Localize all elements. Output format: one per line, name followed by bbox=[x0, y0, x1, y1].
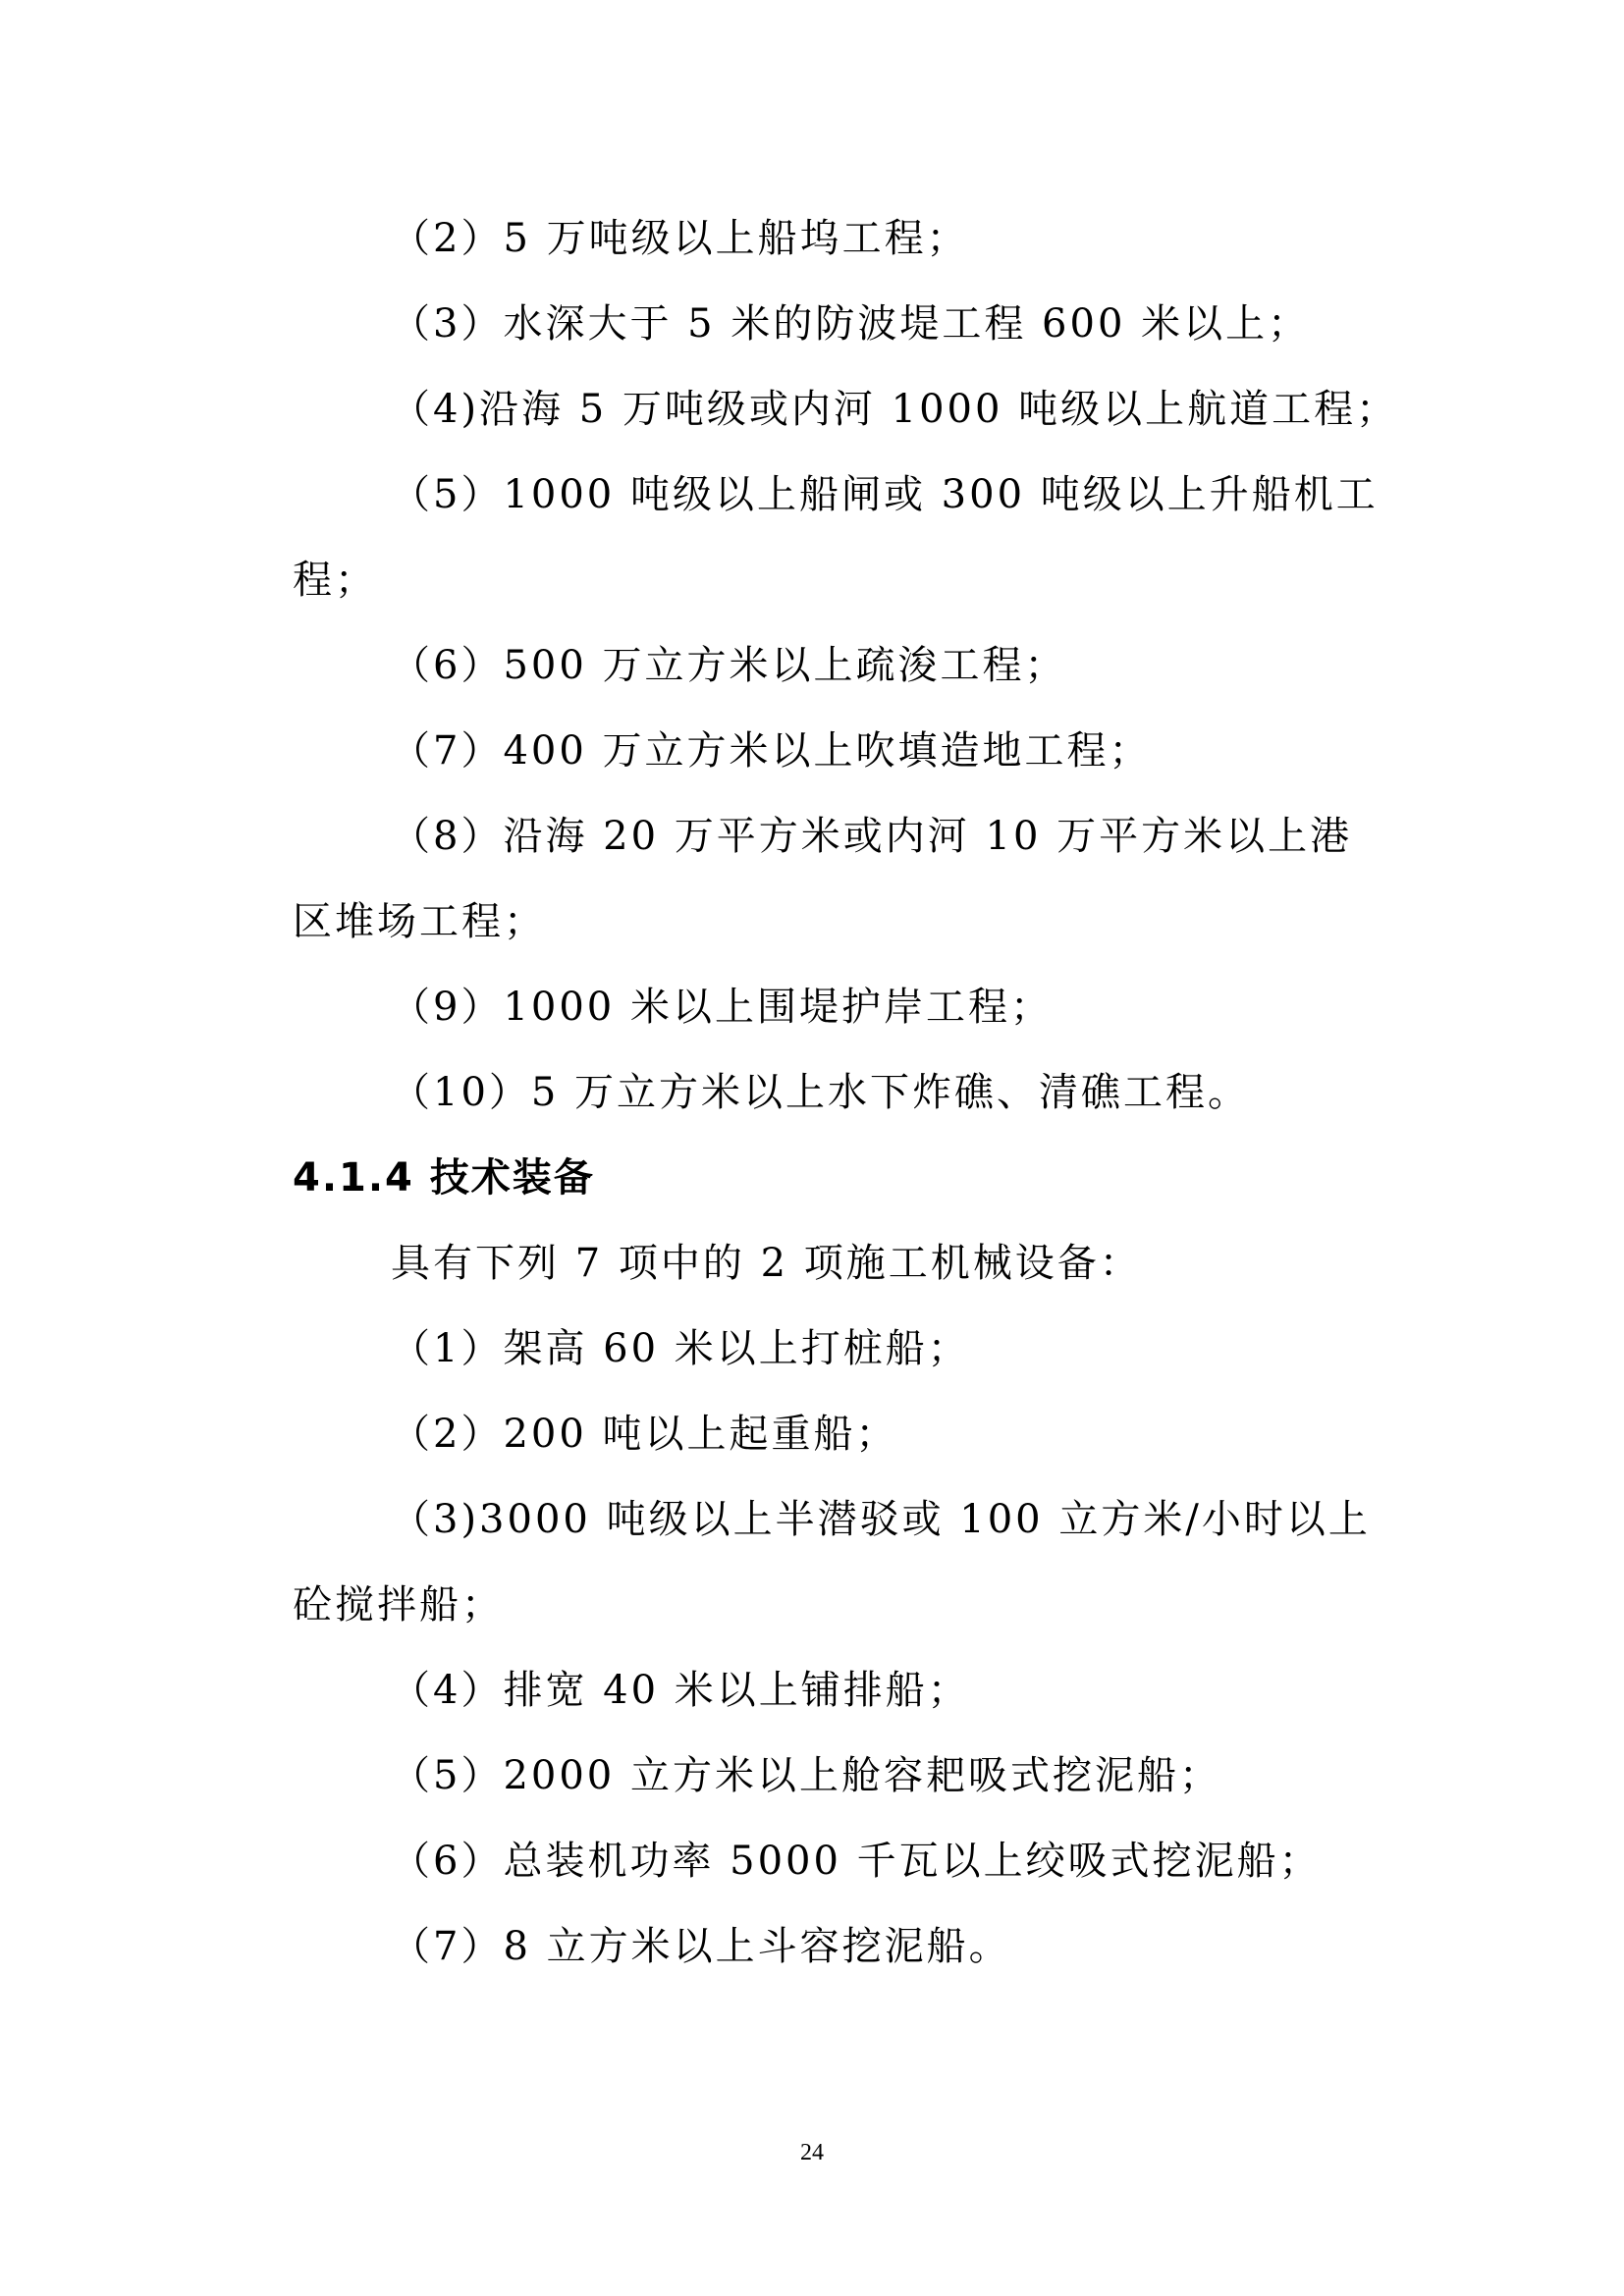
section-heading: 4.1.4 技术装备 bbox=[293, 1155, 595, 1201]
list-item: （7）400 万立方米以上吹填造地工程； bbox=[391, 728, 1152, 774]
list-item: （2）200 吨以上起重船； bbox=[391, 1412, 898, 1457]
page-body bbox=[293, 196, 1399, 1990]
list-item: （4)沿海 5 万吨级或内河 1000 吨级以上航道工程； bbox=[391, 387, 1399, 432]
list-item: （8）沿海 20 万平方米或内河 10 万平方米以上港 bbox=[391, 814, 1353, 859]
list-item: （2）5 万吨级以上船坞工程； bbox=[391, 216, 969, 261]
list-item: （7）8 立方米以上斗容挖泥船。 bbox=[391, 1924, 1011, 1969]
list-item: （6）总装机功率 5000 千瓦以上绞吸式挖泥船； bbox=[391, 1839, 1322, 1884]
list-item: （3）水深大于 5 米的防波堤工程 600 米以上； bbox=[391, 301, 1311, 347]
list-item: （5）2000 立方米以上舱容耙吸式挖泥船； bbox=[391, 1753, 1221, 1798]
list-item-continuation: 程； bbox=[293, 558, 377, 603]
list-item: （1）架高 60 米以上打桩船； bbox=[391, 1326, 970, 1371]
list-item: （10）5 万立方米以上水下炸礁、清礁工程。 bbox=[391, 1070, 1251, 1115]
list-item: （5）1000 吨级以上船闸或 300 吨级以上升船机工 bbox=[391, 472, 1379, 517]
list-item-continuation: 砼搅拌船； bbox=[293, 1582, 504, 1628]
intro-paragraph: 具有下列 7 项中的 2 项施工机械设备： bbox=[391, 1241, 1142, 1286]
list-item: （9）1000 米以上围堤护岸工程； bbox=[391, 985, 1053, 1030]
list-item-continuation: 区堆场工程； bbox=[293, 899, 546, 944]
list-item: （4）排宽 40 米以上铺排船； bbox=[391, 1668, 970, 1713]
list-item: （3)3000 吨级以上半潜驳或 100 立方米/小时以上 bbox=[391, 1497, 1371, 1542]
page-number: 24 bbox=[800, 2140, 824, 2165]
list-item: （6）500 万立方米以上疏浚工程； bbox=[391, 643, 1067, 688]
